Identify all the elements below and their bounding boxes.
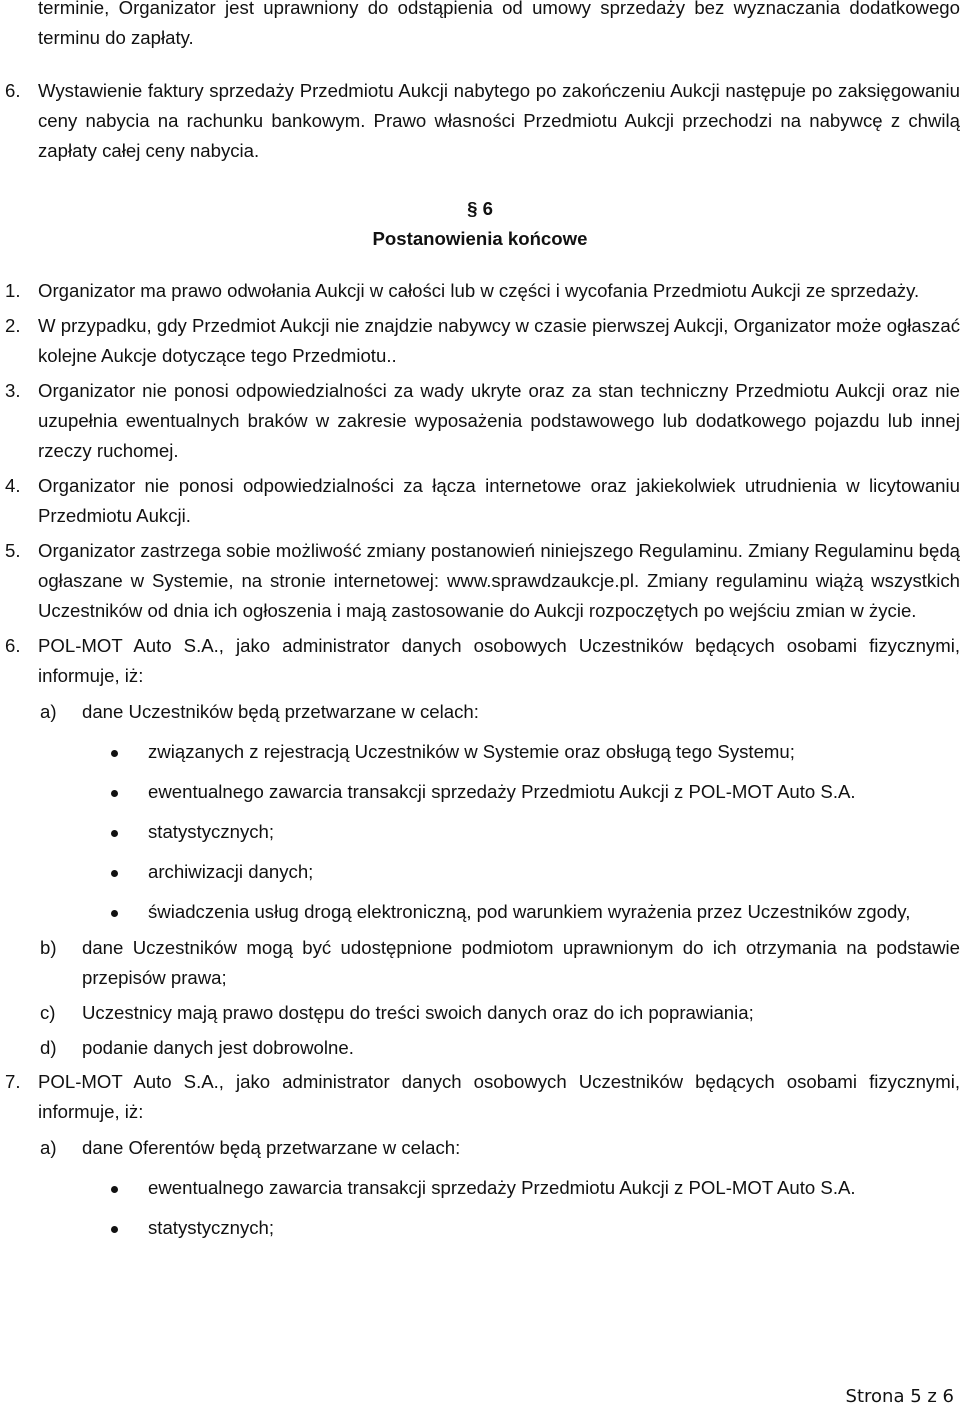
- item-text: Wystawienie faktury sprzedaży Przedmiotu Aukcji nabytego po zakończeniu Aukcji następuje po zaksięgowaniu ceny nabycia na rachunku bankowym. Prawo własności Przedmiotu Aukcji przechodzi na nabywcę z chwilą zapłaty całej ceny nabycia.: [38, 80, 960, 161]
- item-number: 2.: [5, 315, 21, 336]
- bullet-text: świadczenia usług drogą elektroniczną, pod warunkiem wyrażenia przez Uczestników zgody,: [148, 901, 911, 922]
- list-item-7: [0, 1067, 960, 1127]
- item-text: W przypadku, gdy Przedmiot Aukcji nie znajdzie nabywcy w czasie pierwszej Aukcji, Organizator może ogłaszać kolejne Aukcje dotyczące tego Przedmiotu..: [38, 315, 960, 366]
- bullet-dot-icon: [111, 910, 118, 917]
- list-item: [0, 536, 960, 626]
- bullet-dot-icon: [111, 1186, 118, 1193]
- sub-label: c): [40, 1002, 56, 1023]
- bullet-text: ewentualnego zawarcia transakcji sprzedaży Przedmiotu Aukcji z POL-MOT Auto S.A.: [148, 1177, 856, 1198]
- sub-item-a: [0, 1133, 960, 1163]
- bullet-item: [0, 777, 960, 807]
- bullet-item: [0, 857, 960, 887]
- bullet-dot-icon: [111, 790, 118, 797]
- item-text: Organizator ma prawo odwołania Aukcji w całości lub w części i wycofania Przedmiotu Aukcji ze sprzedaży.: [38, 280, 920, 301]
- sub-text: podanie danych jest dobrowolne.: [82, 1037, 354, 1058]
- bullet-dot-icon: [111, 750, 118, 757]
- item-number: 1.: [5, 280, 21, 301]
- list-item: [0, 311, 960, 371]
- item-text: Organizator zastrzega sobie możliwość zmiany postanowień niniejszego Regulaminu. Zmiany Regulaminu będą ogłaszane w Systemie, na stronie internetowej: www.sprawdzaukcje.pl. Zmiany regulaminu wiążą wszystkich Uczestników od dnia ich ogłoszenia i mają zastosowanie do Aukcji rozpoczętych po wejściu zmian w życie.: [38, 540, 960, 621]
- sub-text: dane Uczestników będą przetwarzane w celach:: [82, 701, 479, 722]
- sub-label: d): [40, 1037, 57, 1058]
- intro-paragraph: terminie, Organizator jest uprawniony do odstąpienia od umowy sprzedaży bez wyznaczania dodatkowego terminu do zapłaty.: [38, 0, 960, 48]
- sub-text: Uczestnicy mają prawo dostępu do treści swoich danych oraz do ich poprawiania;: [82, 1002, 754, 1023]
- sub-item-a: [0, 697, 960, 727]
- bullet-item: [0, 737, 960, 767]
- section-number: § 6: [467, 198, 493, 219]
- item-number: 5.: [5, 540, 21, 561]
- item-number: 4.: [5, 475, 21, 496]
- list-item: [0, 376, 960, 466]
- bullet-text: ewentualnego zawarcia transakcji sprzedaży Przedmiotu Aukcji z POL-MOT Auto S.A.: [148, 781, 856, 802]
- bullet-text: statystycznych;: [148, 821, 275, 842]
- page-number: Strona 5 z 6: [845, 1386, 954, 1407]
- bullet-dot-icon: [111, 1226, 118, 1233]
- bullet-item: [0, 1213, 960, 1243]
- list-item: [0, 471, 960, 531]
- item-number: 3.: [5, 380, 21, 401]
- item-6-prev: [0, 76, 960, 166]
- sub-label: b): [40, 937, 57, 958]
- list-item: [0, 631, 960, 691]
- item-number: 6.: [5, 80, 21, 101]
- bullet-item: [0, 817, 960, 847]
- bullet-text: statystycznych;: [148, 1217, 275, 1238]
- item-text: Organizator nie ponosi odpowiedzialności za łącza internetowe oraz jakiekolwiek utrudnienia w licytowaniu Przedmiotu Aukcji.: [38, 475, 960, 526]
- bullet-text: związanych z rejestracją Uczestników w Systemie oraz obsługą tego Systemu;: [148, 741, 795, 762]
- item-text: POL-MOT Auto S.A., jako administrator danych osobowych Uczestników będących osobami fizycznymi, informuje, iż:: [38, 635, 960, 686]
- item-number: 7.: [5, 1071, 21, 1092]
- sub-item-c: [0, 998, 960, 1028]
- sub-label: a): [40, 1137, 57, 1158]
- list-item: [0, 276, 960, 306]
- bullet-dot-icon: [111, 870, 118, 877]
- sub-label: a): [40, 701, 57, 722]
- bullet-text: archiwizacji danych;: [148, 861, 314, 882]
- bullet-item: [0, 1173, 960, 1203]
- sub-item-d: [0, 1033, 960, 1063]
- item-text: POL-MOT Auto S.A., jako administrator danych osobowych Uczestników będących osobami fizycznymi, informuje, iż:: [38, 1071, 960, 1122]
- bullet-dot-icon: [111, 830, 118, 837]
- section-title: Postanowienia końcowe: [372, 228, 588, 249]
- item-number: 6.: [5, 635, 21, 656]
- sub-text: dane Uczestników mogą być udostępnione podmiotom uprawnionym do ich otrzymania na podstawie przepisów prawa;: [82, 937, 960, 988]
- sub-item-b: [0, 933, 960, 993]
- bullet-item: [0, 897, 960, 927]
- sub-text: dane Oferentów będą przetwarzane w celach:: [82, 1137, 461, 1158]
- item-text: Organizator nie ponosi odpowiedzialności za wady ukryte oraz za stan techniczny Przedmiotu Aukcji oraz nie uzupełnia ewentualnych braków w zakresie wyposażenia podstawowego lub dodatkowego pojazdu lub innej rzeczy ruchomej.: [38, 380, 960, 461]
